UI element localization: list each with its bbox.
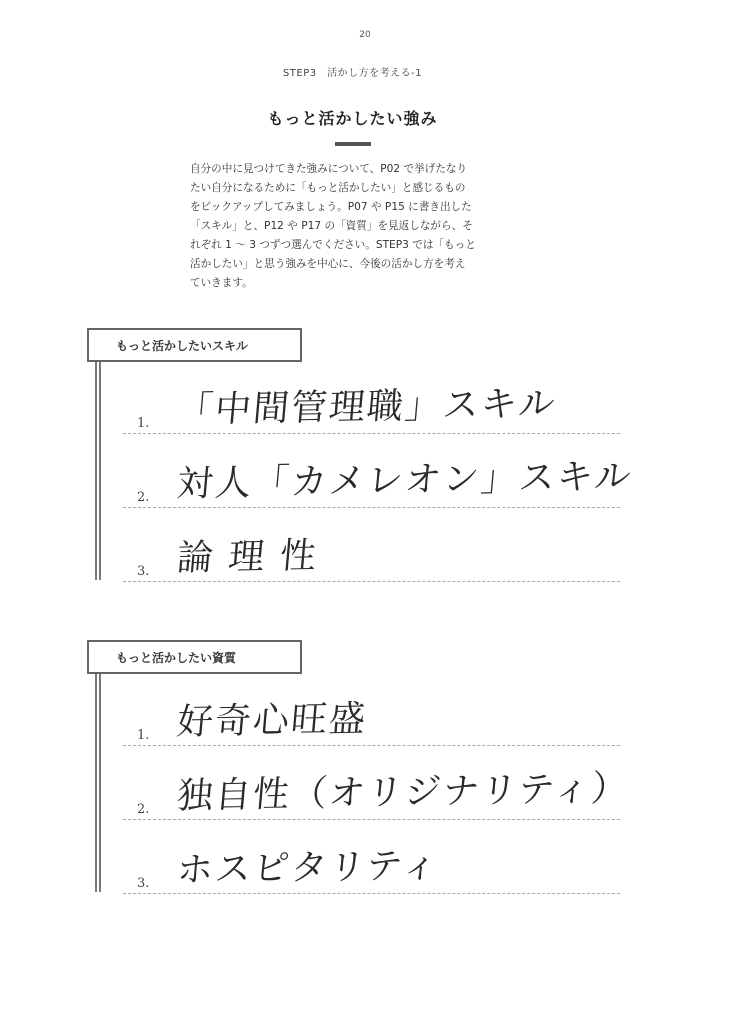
page-title: もっと活かしたい強み xyxy=(267,109,438,128)
entry-handwriting: 「中間管理職」スキル xyxy=(175,383,559,431)
quality-entry-1[interactable] xyxy=(123,685,620,746)
quality-entry-2[interactable] xyxy=(123,759,632,820)
entry-handwriting: 独自性（オリジナリティ） xyxy=(175,768,632,817)
entry-number: 3. xyxy=(137,876,150,891)
entry-handwriting: 論 理 性 xyxy=(175,535,320,579)
intro-paragraph xyxy=(190,160,520,293)
intro-line: 自分の中に見つけてきた強みについて、P02 で挙げたなり xyxy=(190,163,468,175)
section-rule xyxy=(99,362,101,580)
entry-number: 2. xyxy=(137,490,150,505)
entry-handwriting: ホスピタリティ xyxy=(175,845,442,891)
section-rule xyxy=(99,674,101,892)
skill-entry-3[interactable] xyxy=(123,521,620,582)
entry-handwriting: 対人「カメレオン」スキル xyxy=(175,455,635,505)
skill-entry-2[interactable] xyxy=(123,447,635,508)
intro-line: ていきます。 xyxy=(190,277,253,289)
skill-entry-1[interactable] xyxy=(123,373,620,434)
qualities-header: もっと活かしたい資質 xyxy=(87,640,302,674)
entry-handwriting: 好奇心旺盛 xyxy=(175,698,369,743)
intro-line: たい自分になるために「もっと活かしたい」と感じるもの xyxy=(190,182,466,194)
entry-number: 1. xyxy=(137,728,150,743)
skills-section xyxy=(87,328,635,588)
page-number: 20 xyxy=(359,30,371,40)
title-underline xyxy=(335,142,371,146)
entry-number: 2. xyxy=(137,802,150,817)
skills-header: もっと活かしたいスキル xyxy=(87,328,302,362)
section-rule xyxy=(95,674,97,892)
intro-line: をピックアップしてみましょう。P07 や P15 に書き出した xyxy=(190,201,472,213)
intro-line: 「スキル」と、P12 や P17 の「資質」を見返しながら、そ xyxy=(190,220,473,232)
intro-line: 活かしたい」と思う強みを中心に、今後の活かし方を考え xyxy=(190,258,466,270)
quality-entry-3[interactable] xyxy=(123,833,620,894)
entry-number: 3. xyxy=(137,564,150,579)
entry-number: 1. xyxy=(137,416,150,431)
step-label: STEP3 活かし方を考える-1 xyxy=(282,68,423,79)
section-rule xyxy=(95,362,97,580)
qualities-section xyxy=(87,640,632,900)
intro-line: れぞれ 1 ～ 3 つずつ選んでください。STEP3 では「もっと xyxy=(190,239,476,251)
